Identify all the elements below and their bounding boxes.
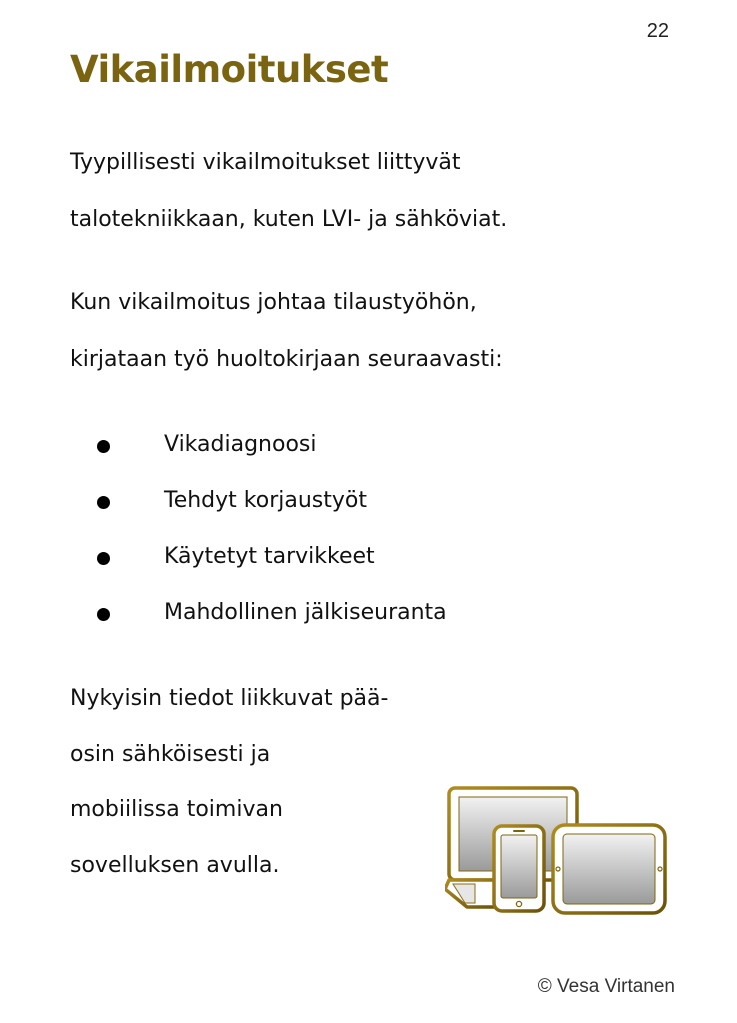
list-item xyxy=(0,544,600,574)
work-line-2: kirjataan työ huoltokirjaan seuraavasti: xyxy=(70,347,503,372)
list-item xyxy=(0,488,600,518)
closing-line-4: sovelluksen avulla. xyxy=(70,853,280,878)
list-item-text: Mahdollinen jälkiseuranta xyxy=(164,600,447,625)
devices-icon xyxy=(445,785,670,915)
intro-line-1: Tyypillisesti vikailmoitukset liittyvät xyxy=(70,150,461,175)
work-line-1: Kun vikailmoitus johtaa tilaustyöhön, xyxy=(70,290,477,315)
page-title: Vikailmoitukset xyxy=(70,48,389,91)
list-item xyxy=(0,600,600,630)
list-item xyxy=(0,432,600,462)
list-item-text: Tehdyt korjaustyöt xyxy=(164,488,367,513)
closing-line-2: osin sähköisesti ja xyxy=(70,742,271,767)
list-item-text: Käytetyt tarvikkeet xyxy=(164,544,375,569)
copyright-notice: © Vesa Virtanen xyxy=(537,976,675,997)
bullet-icon xyxy=(97,608,110,621)
closing-line-1: Nykyisin tiedot liikkuvat pää- xyxy=(70,686,389,711)
list-item-text: Vikadiagnoosi xyxy=(164,432,317,457)
bullet-icon xyxy=(97,440,110,453)
phone-icon xyxy=(494,826,544,911)
bullet-icon xyxy=(97,552,110,565)
bullet-icon xyxy=(97,496,110,509)
page-number: 22 xyxy=(646,20,669,42)
closing-line-3: mobiilissa toimivan xyxy=(70,797,283,822)
intro-line-2: talotekniikkaan, kuten LVI- ja sähköviat. xyxy=(70,207,508,232)
tablet-icon xyxy=(553,825,665,913)
